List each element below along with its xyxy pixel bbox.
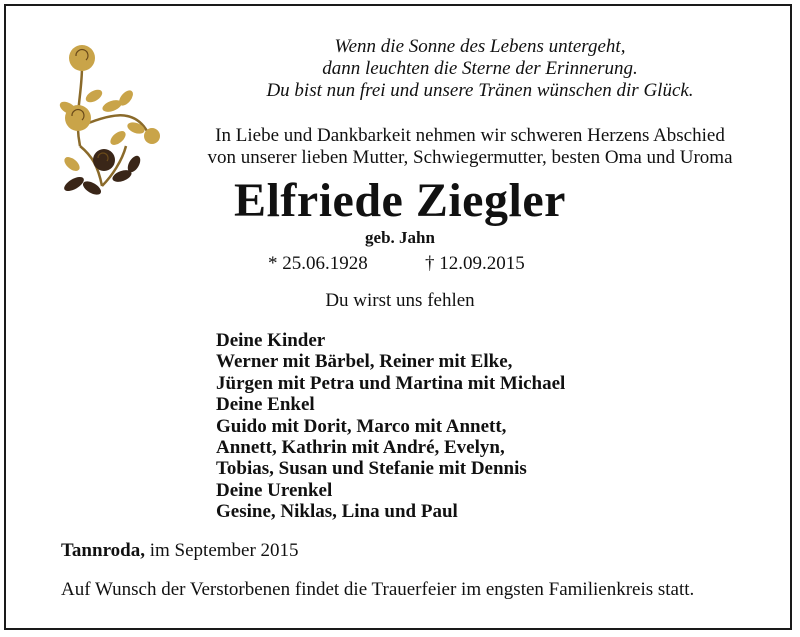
intro-text [170,125,770,169]
family-line: Guido mit Dorit, Marco mit Annett, [216,415,507,437]
death-date: † 12.09.2015 [425,253,525,274]
deceased-name: Elfriede Ziegler [234,174,566,227]
poem-line: Wenn die Sonne des Lebens untergeht, [334,36,626,57]
birth-date: * 25.06.1928 [268,253,368,274]
date: im September 2015 [144,540,299,561]
farewell-line: Du wirst uns fehlen [325,290,475,311]
family-list [216,330,565,523]
intro-line: von unserer lieben Mutter, Schwiegermutter, besten Oma und Uroma [207,147,733,168]
family-line: Gesine, Niklas, Lina und Paul [216,501,458,523]
poem [190,36,770,102]
maiden-name: geb. Jahn [365,228,435,247]
place: Tannroda, [61,540,145,561]
family-line: Deine Enkel [216,394,315,416]
family-line: Werner mit Bärbel, Reiner mit Elke, [216,351,513,373]
family-line: Deine Urenkel [216,479,333,501]
family-line: Jürgen mit Petra und Martina mit Michael [216,372,566,394]
poem-line: Du bist nun frei und unsere Tränen wünschen dir Glück. [266,80,694,101]
poem-line: dann leuchten die Sterne der Erinnerung. [322,58,638,79]
funeral-note: Auf Wunsch der Verstorbenen findet die Trauerfeier im engsten Familienkreis statt. [61,579,695,600]
place-date [61,540,299,562]
family-line: Annett, Kathrin mit André, Evelyn, [216,437,505,459]
family-line: Deine Kinder [216,330,326,351]
intro-line: In Liebe und Dankbarkeit nehmen wir schweren Herzens Abschied [215,125,725,146]
family-line: Tobias, Susan und Stefanie mit Dennis [216,458,527,480]
